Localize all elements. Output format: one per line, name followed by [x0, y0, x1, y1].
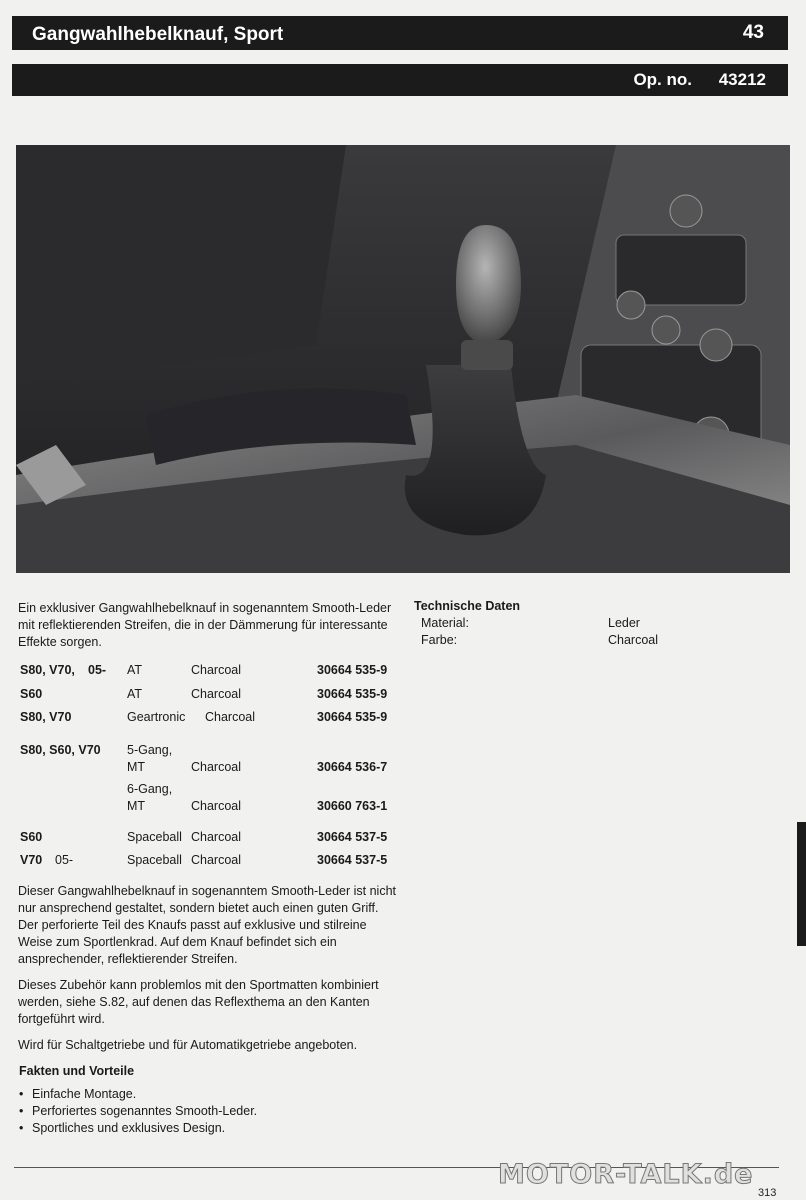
part-color: Charcoal [205, 710, 256, 724]
op-number-bar [12, 64, 788, 96]
page-title: Gangwahlhebelknauf, Sport [32, 24, 284, 45]
technical-key: Farbe: [421, 633, 458, 647]
technical-value: Leder [608, 616, 640, 630]
parts-row-cont [20, 799, 400, 816]
title-bar [12, 16, 788, 50]
part-number: 30664 535-9 [317, 687, 388, 701]
parts-row [20, 663, 400, 680]
facts-list [19, 1086, 257, 1137]
parts-row [20, 710, 400, 727]
part-gear: AT [127, 663, 143, 677]
bullet-icon: • [19, 1104, 24, 1118]
part-color: Charcoal [191, 760, 242, 774]
parts-row [20, 782, 400, 799]
technical-heading: Technische Daten [414, 599, 521, 613]
part-models: V70 [20, 853, 43, 867]
parts-row [20, 687, 400, 704]
parts-row [20, 830, 400, 847]
description [18, 883, 398, 1063]
part-number: 30664 536-7 [317, 760, 388, 774]
part-years: 05- [88, 663, 107, 677]
gear-knob-photo-illustration [16, 145, 790, 573]
description-paragraph: Dieses Zubehör kann problemlos mit den Sportmatten kombiniert werden, siehe S.82, auf denen das Reflexthema an den Kanten fortgeführt wird. [18, 978, 379, 1026]
page-number: 313 [758, 1187, 777, 1199]
op-label: Op. no. [633, 70, 692, 89]
part-models: S60 [20, 687, 43, 701]
part-gear-type: MT [127, 760, 146, 774]
list-item: • Perforiertes sogenanntes Smooth-Leder. [19, 1104, 258, 1118]
product-photo [16, 145, 790, 573]
parts-row-cont [20, 760, 400, 777]
part-years: 05- [55, 853, 74, 867]
part-color: Charcoal [191, 799, 242, 813]
technical-value: Charcoal [608, 633, 659, 647]
parts-row [20, 743, 400, 760]
part-number: 30664 535-9 [317, 710, 388, 724]
bullet-icon: • [19, 1121, 24, 1135]
part-models: S80, V70, [20, 663, 75, 677]
part-color: Charcoal [191, 830, 242, 844]
op-number: 43212 [718, 70, 766, 89]
bullet-icon: • [19, 1087, 24, 1101]
parts-row [20, 853, 400, 870]
part-color: Charcoal [191, 687, 242, 701]
facts-heading: Fakten und Vorteile [19, 1064, 135, 1078]
technical-row [414, 616, 714, 633]
part-gear: Geartronic [127, 710, 186, 724]
part-gear: Spaceball [127, 853, 182, 867]
technical-key: Material: [421, 616, 469, 630]
part-models: S60 [20, 830, 43, 844]
technical-row [414, 633, 714, 650]
description-paragraph: Wird für Schaltgetriebe und für Automatikgetriebe angeboten. [18, 1038, 358, 1052]
intro-text: Ein exklusiver Gangwahlhebelknauf in sogenanntem Smooth-Leder mit reflektierenden Streifen, die in der Dämmerung für interessante Effekte sorgen. [18, 601, 392, 649]
part-gear: AT [127, 687, 143, 701]
section-number: 43 [742, 22, 764, 43]
technical-data [414, 599, 714, 650]
part-color: Charcoal [191, 663, 242, 677]
part-models: S80, V70 [20, 710, 72, 724]
part-models: S80, S60, V70 [20, 743, 101, 757]
part-number: 30664 537-5 [317, 830, 388, 844]
part-gear: 5-Gang, [127, 743, 173, 757]
part-number: 30660 763-1 [317, 799, 388, 813]
part-number: 30664 537-5 [317, 853, 388, 867]
part-gear-type: MT [127, 799, 146, 813]
list-item: • Einfache Montage. [19, 1087, 137, 1101]
edge-thumb-tab [797, 822, 806, 946]
list-item: • Sportliches und exklusives Design. [19, 1121, 226, 1135]
part-number: 30664 535-9 [317, 663, 388, 677]
description-paragraph: Dieser Gangwahlhebelknauf in sogenanntem Smooth-Leder ist nicht nur ansprechend gestaltet, sondern bietet auch einen guten Griff. Der perforierte Teil des Knaufs passt auf exklusive und stilreine Weise zum Sportlenkrad. Auf dem Knauf befindet sich ein ansprechender, reflektierender Streifen. [18, 884, 397, 966]
part-color: Charcoal [191, 853, 242, 867]
part-gear: Spaceball [127, 830, 182, 844]
part-gear: 6-Gang, [127, 782, 173, 796]
watermark-logo: MOTOR-TALK.de [498, 1159, 754, 1190]
